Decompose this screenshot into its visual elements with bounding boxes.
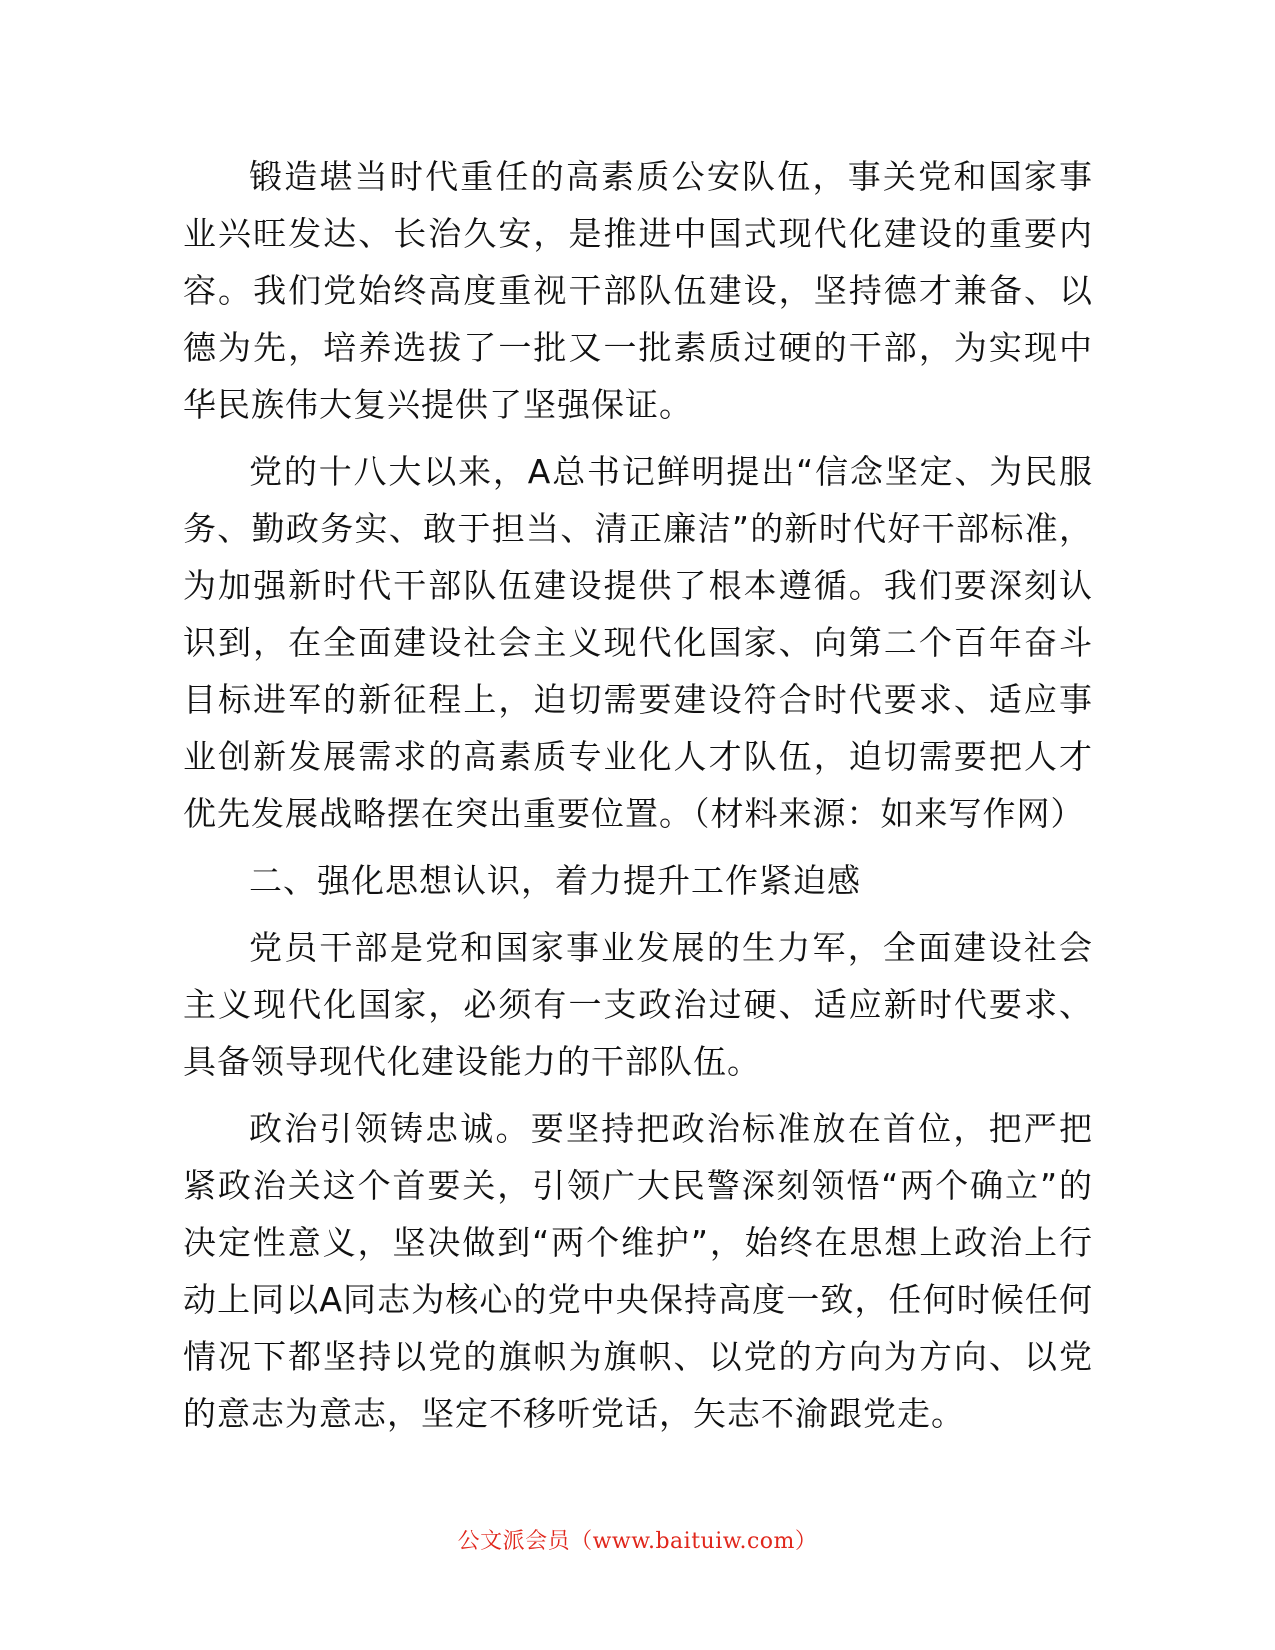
paragraph-3: 党员干部是党和国家事业发展的生力军，全面建设社会主义现代化国家，必须有一支政治过硬、适应新时代要求、具备领导现代化建设能力的干部队伍。 xyxy=(183,928,1093,1081)
section-heading: 二、强化思想认识，着力提升工作紧迫感 xyxy=(249,861,861,900)
paragraph-1: 锻造堪当时代重任的高素质公安队伍，事关党和国家事业兴旺发达、长治久安，是推进中国式现代化建设的重要内容。我们党始终高度重视干部队伍建设，坚持德才兼备、以德为先，培养选拔了一批又一批素质过硬的干部，为实现中华民族伟大复兴提供了坚强保证。 xyxy=(183,157,1093,424)
footer-watermark: 公文派会员（www.baituiw.com） xyxy=(457,1529,818,1554)
document-body xyxy=(183,148,1093,1442)
paragraph-4: 政治引领铸忠诚。要坚持把政治标准放在首位，把严把紧政治关这个首要关，引领广大民警深刻领悟“两个确立”的决定性意义，坚决做到“两个维护”，始终在思想上政治上行动上同以A同志为核心的党中央保持高度一致，任何时候任何情况下都坚持以党的旗帜为旗帜、以党的方向为方向、以党的意志为意志，坚定不移听党话，矢志不渝跟党走。 xyxy=(183,1109,1093,1433)
paragraph-2: 党的十八大以来，A总书记鲜明提出“信念坚定、为民服务、勤政务实、敢于担当、清正廉洁”的新时代好干部标准，为加强新时代干部队伍建设提供了根本遵循。我们要深刻认识到，在全面建设社会主义现代化国家、向第二个百年奋斗目标进军的新征程上，迫切需要建设符合时代要求、适应事业创新发展需求的高素质专业化人才队伍，迫切需要把人才优先发展战略摆在突出重要位置。（材料来源：如来写作网） xyxy=(183,452,1093,833)
